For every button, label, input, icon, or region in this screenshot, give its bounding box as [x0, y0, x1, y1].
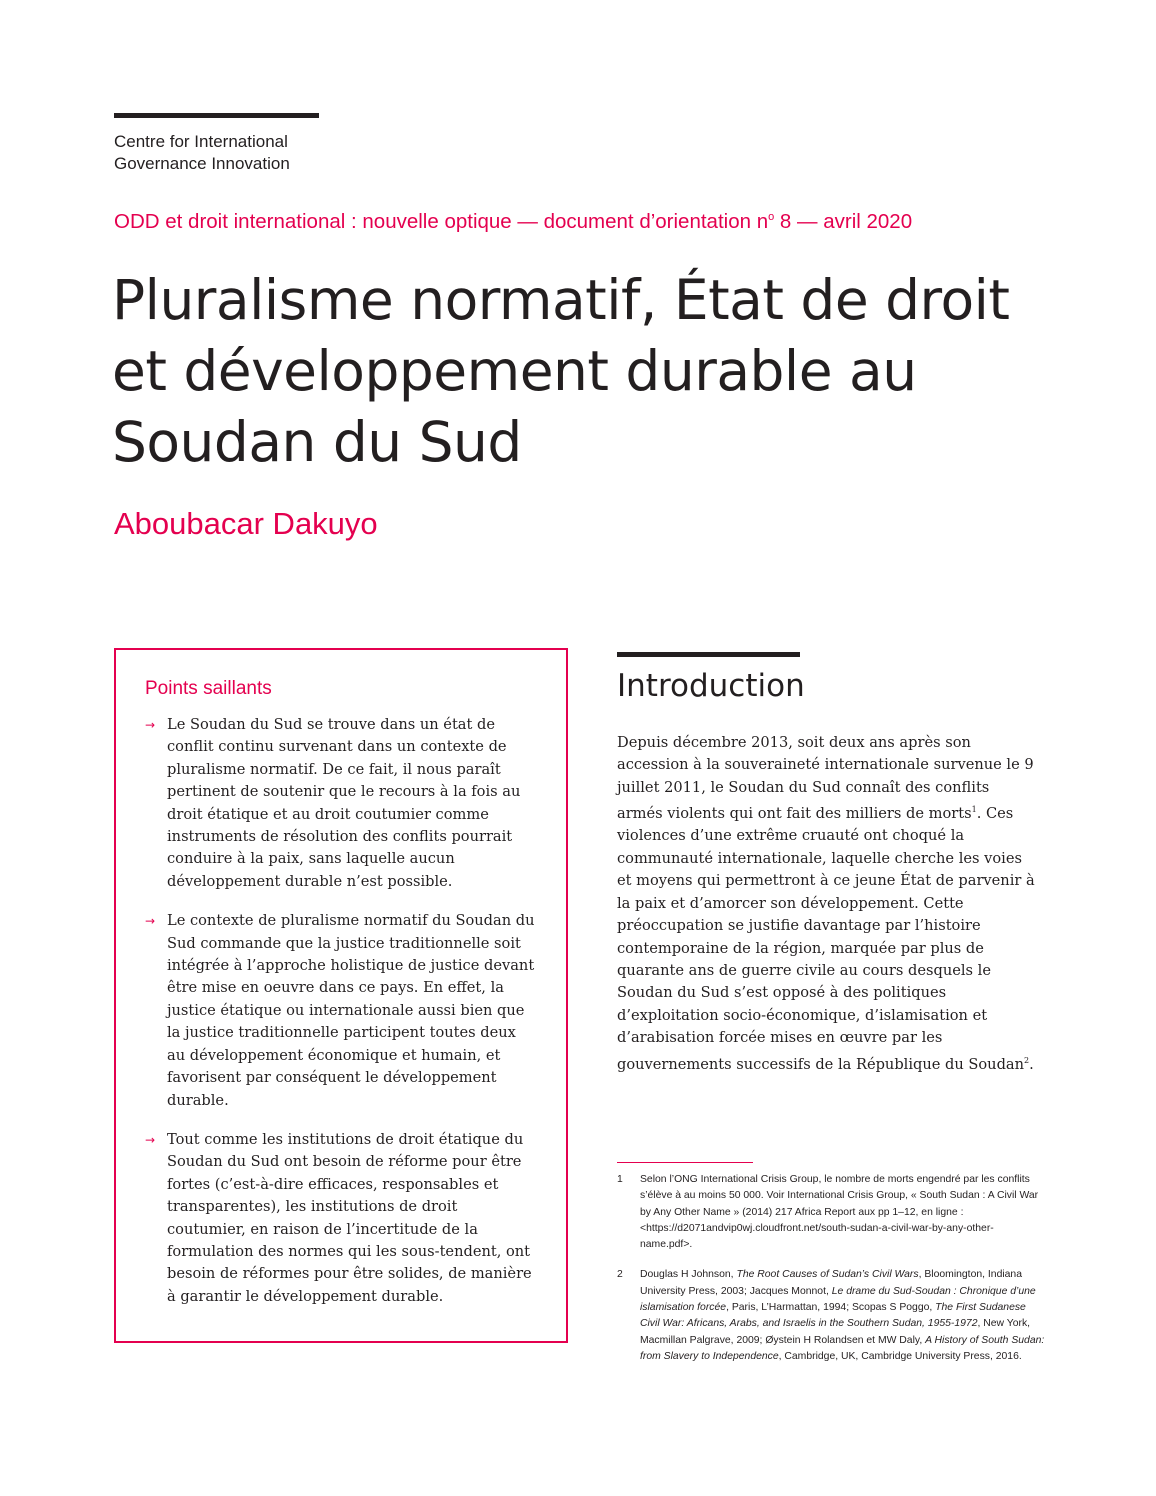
footnote-ref-1[interactable]: 1: [971, 805, 977, 815]
header-rule: [114, 113, 319, 118]
author-name: Aboubacar Dakuyo: [114, 506, 378, 541]
list-item-text: Le contexte de pluralisme normatif du Soudan du Sud commande que la justice traditionnelle soit intégrée à l’approche holistique de justice devant être mise en oeuvre dans ce pays. En effet, la justice étatique ou internationale aussi bien que la justice traditionnelle participent toutes deux au développement économique et humain, et favorisent par conséquent le développement durable.: [167, 912, 535, 1109]
series-superscript: o: [768, 211, 775, 224]
footnote-ref-2[interactable]: 2: [1024, 1055, 1030, 1065]
footnote-rule: [617, 1162, 753, 1163]
footnote-2: [617, 1267, 1045, 1365]
footnote-number: 1: [617, 1174, 623, 1185]
title-line-3: Soudan du Sud: [112, 410, 522, 474]
title-line-1: Pluralisme normatif, État de droit: [112, 268, 1010, 332]
footnote-text: Selon l’ONG International Crisis Group, le nombre de morts engendré par les conflits s’élève à au moins 50 000. Voir International Crisis Group, « South Sudan : A Civil War by Any Other Name » (2014) 217 Africa Report aux pp 1–12, en ligne : <https://d2071andvip0wj.cloudfront.net/south-sudan-a-civil-war-by-any-other-name.pdf>.: [640, 1174, 1039, 1251]
list-item: [145, 714, 535, 893]
footnotes: [617, 1172, 1045, 1379]
introduction-rule: [617, 652, 800, 657]
arrow-icon: →: [145, 914, 156, 929]
list-item: [145, 1129, 535, 1308]
highlights-list: [145, 714, 535, 1325]
highlights-box: [114, 648, 568, 1343]
footnote-book-title-1: The Root Causes of Sudan’s Civil Wars: [736, 1269, 919, 1281]
intro-text-part-1: Depuis décembre 2013, soit deux ans après son accession à la souveraineté internationale survenue le 9 juillet 2011, le Soudan du Sud connaît des conflits armés violents qui ont fait des milliers de morts: [617, 734, 1034, 823]
org-line-1: Centre for International: [114, 132, 288, 151]
highlights-heading: Points saillants: [145, 678, 272, 699]
list-item: [145, 910, 535, 1112]
series-line: [114, 210, 912, 234]
footnote-book-title-2: Le drame du Sud-Soudan : Chronique d’une islamisation forcée: [640, 1285, 1036, 1314]
introduction-paragraph: [617, 732, 1037, 1076]
footnote-text-c: , Bloomington, Indiana University Press, 2003; Jacques Monnot,: [640, 1269, 1022, 1297]
footnote-text-a: Douglas H Johnson,: [640, 1269, 737, 1281]
arrow-icon: →: [145, 1132, 156, 1147]
page-title: [112, 265, 1112, 478]
footnote-text-g: , New York, Macmillan Palgrave, 2009; Øystein H Rolandsen et MW Daly,: [640, 1318, 1031, 1346]
footnote-book-title-4: A History of South Sudan: from Slavery to Independence: [640, 1334, 1045, 1362]
organization-name: [114, 131, 290, 175]
series-text: ODD et droit international : nouvelle optique — document d’orientation n: [114, 210, 769, 233]
footnote-text-e: , Paris, L’Harmattan, 1994; Scopas S Poggo,: [726, 1302, 936, 1314]
footnote-number: 2: [617, 1269, 623, 1281]
title-line-2: et développement durable au: [112, 339, 917, 403]
footnote-text-i: , Cambridge, UK, Cambridge University Press, 2016.: [778, 1350, 1022, 1362]
list-item-text: Le Soudan du Sud se trouve dans un état de conflit continu survenant dans un contexte de pluralisme normatif. De ce fait, il nous paraît pertinent de soutenir que le recours à la fois au droit étatique et au droit coutumier comme instruments de résolution des conflits pourrait conduire à la paix, sans laquelle aucun développement durable n’est possible.: [167, 716, 521, 890]
arrow-icon: →: [145, 718, 156, 732]
list-item-text: Tout comme les institutions de droit étatique du Soudan du Sud ont besoin de réforme pour être fortes (c’est-à-dire efficaces, responsables et transparentes), les institutions de droit coutumier, en raison de l’incertitude de la formulation des normes qui les sous-tendent, ont besoin de réformes pour être solides, de manière à garantir le développement durable.: [167, 1130, 532, 1305]
introduction-heading: Introduction: [617, 668, 805, 704]
org-line-2: Governance Innovation: [114, 154, 290, 173]
footnote-book-title-3: The First Sudanese Civil War: Africans, Arabs, and Israelis in the Southern Sudan, 1955-1972: [640, 1302, 1026, 1330]
intro-text-part-2: . Ces violences d’une extrême cruauté ont choqué la communauté internationale, laquelle cherche les voies et moyens qui permettront à ce jeune État de parvenir à la paix et d’amorcer son développement. Cette préoccupation se justifie davantage par l’histoire contemporaine de la région, marquée par plus de quarante ans de guerre civile au cours desquels le Soudan du Sud s’est opposé à des politiques d’exploitation socio-économique, d’islamisation et d’arabisation forcée mises en œuvre par les gouvernements successifs de la République du Soudan: [617, 805, 1035, 1073]
footnote-1: [617, 1172, 1045, 1253]
intro-text-part-3: .: [1029, 1055, 1034, 1073]
series-date: 8 — avril 2020: [774, 210, 913, 233]
